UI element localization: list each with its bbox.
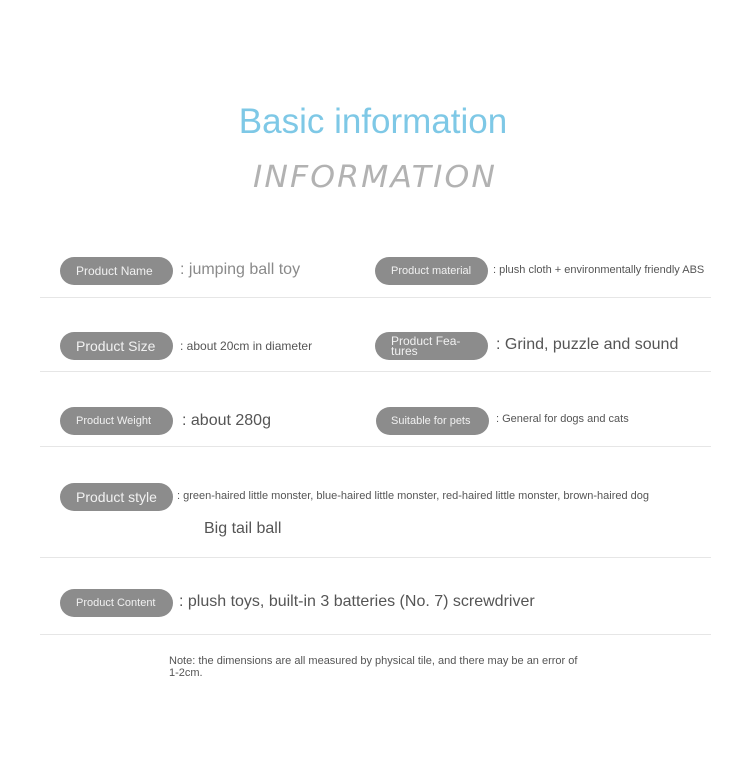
product-content-label: [60, 589, 173, 617]
product-size-label: [60, 332, 173, 360]
page-title: Basic information: [238, 102, 508, 141]
product-style-label: [60, 483, 173, 511]
product-weight-value: : about 280g: [182, 412, 271, 429]
divider: [40, 371, 711, 372]
divider: [40, 634, 711, 635]
product-features-label: [375, 332, 488, 360]
divider: [40, 446, 711, 447]
product-name-label-text: Product Name: [76, 264, 153, 278]
product-material-label-text: Product material: [391, 265, 472, 277]
dimension-note: Note: the dimensions are all measured by physical tile, and there may be an error of 1-2cm.: [169, 655, 578, 679]
product-features-value: : Grind, puzzle and sound: [496, 336, 679, 353]
product-content-value: : plush toys, built-in 3 batteries (No. 7) screwdriver: [179, 593, 535, 610]
suitable-pets-label: [376, 407, 489, 435]
product-name-value: : jumping ball toy: [180, 261, 301, 278]
product-material-value: : plush cloth + environmentally friendly ABS: [493, 264, 705, 276]
product-features-label-text-2: tures: [391, 344, 418, 358]
product-style-label-text: Product style: [76, 489, 157, 505]
suitable-pets-value: : General for dogs and cats: [496, 413, 629, 425]
product-style-value: : green-haired little monster, blue-haired little monster, red-haired little monster, brown-haired dog: [177, 490, 650, 502]
product-style-value-2: Big tail ball: [204, 520, 282, 537]
suitable-pets-label-text: Suitable for pets: [391, 415, 471, 427]
product-weight-label-text: Product Weight: [76, 415, 152, 427]
product-features-label-text-1: Product Fea-: [391, 334, 461, 348]
page-subtitle: INFORMATION: [252, 160, 498, 195]
product-material-label: [375, 257, 488, 285]
divider: [40, 557, 711, 558]
product-weight-label: [60, 407, 173, 435]
product-content-label-text: Product Content: [76, 597, 156, 609]
divider: [40, 297, 711, 298]
product-size-label-text: Product Size: [76, 338, 156, 354]
product-size-value: : about 20cm in diameter: [180, 339, 313, 353]
product-name-label: [60, 257, 173, 285]
